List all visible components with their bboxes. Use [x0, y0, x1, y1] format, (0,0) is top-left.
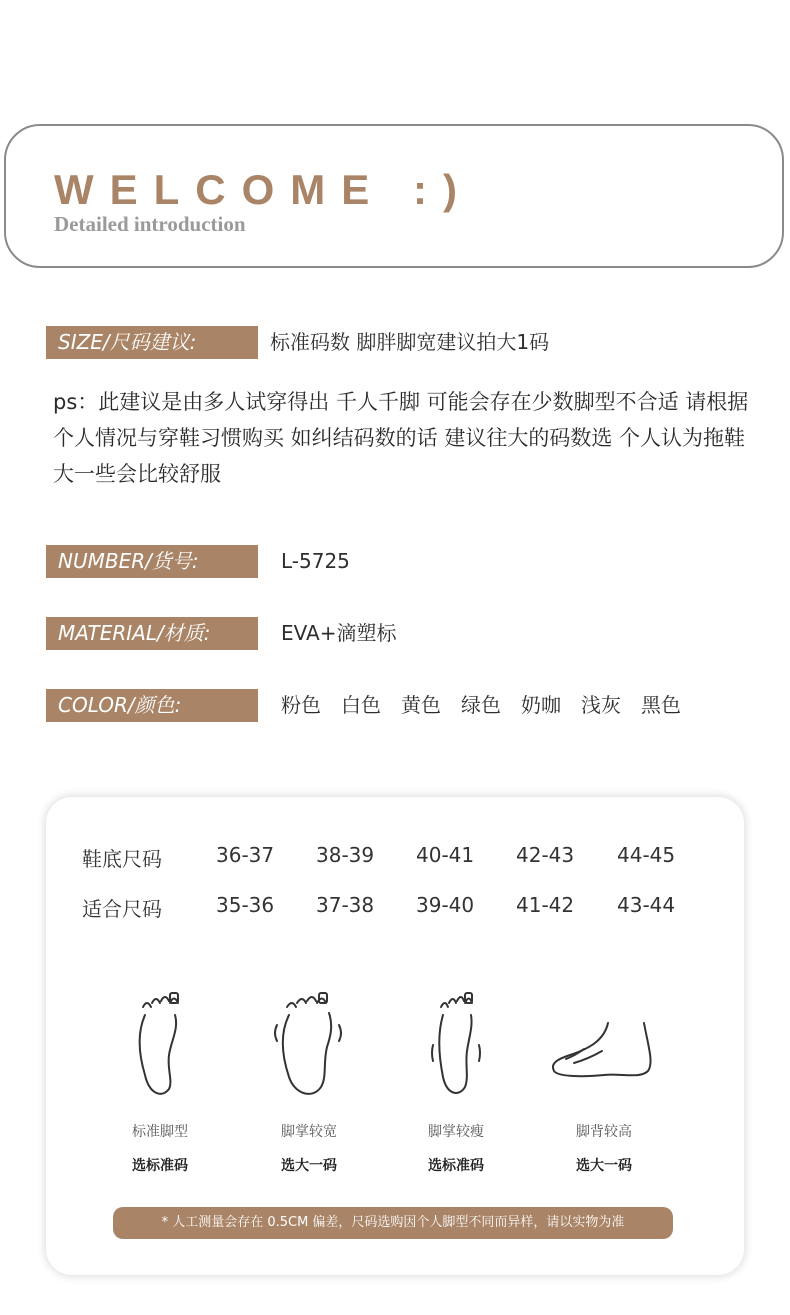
foot-type-wide — [249, 985, 369, 1175]
size-cell: 40-41 — [416, 843, 475, 867]
color-option: 白色 — [341, 693, 381, 717]
color-option: 黄色 — [401, 693, 441, 717]
material-value: EVA+滴塑标 — [281, 621, 397, 645]
size-cell: 39-40 — [416, 893, 475, 917]
size-cell: 43-44 — [617, 893, 676, 917]
measurement-note: * 人工测量会存在 0.5CM 偏差，尺码选购因个人脚型不同而异样，请以实物为准 — [113, 1207, 673, 1239]
foot-type-label: 脚掌较瘦 — [428, 1124, 484, 1140]
row-label: 适合尺码 — [82, 897, 162, 921]
wide-foot-icon — [269, 985, 349, 1101]
color-option: 奶咖 — [521, 693, 561, 717]
foot-advice: 选大一码 — [281, 1158, 337, 1174]
color-option: 绿色 — [461, 693, 501, 717]
size-cell: 37-38 — [316, 893, 375, 917]
foot-type-label: 脚背较高 — [576, 1124, 632, 1140]
color-option: 粉色 — [281, 693, 321, 717]
welcome-title: WELCOME :) — [54, 166, 473, 213]
slim-foot-icon — [421, 985, 491, 1101]
size-cell: 41-42 — [516, 893, 575, 917]
foot-type-label: 标准脚型 — [132, 1124, 188, 1140]
foot-type-slim — [396, 985, 516, 1175]
size-note: ps：此建议是由多人试穿得出 千人千脚 可能会存在少数脚型不合适 请根据个人情况与穿鞋习惯购买 如纠结码数的话 建议往大的码数选 个人认为拖鞋大一些会比较舒服 — [53, 390, 749, 486]
size-cell: 36-37 — [216, 843, 275, 867]
foot-advice: 选标准码 — [428, 1158, 484, 1174]
size-label: SIZE/尺码建议: — [46, 326, 258, 359]
size-cell: 42-43 — [516, 843, 575, 867]
foot-type-high-instep — [544, 985, 664, 1175]
size-cell: 44-45 — [617, 843, 676, 867]
color-label: COLOR/颜色: — [46, 689, 258, 722]
size-cell: 38-39 — [316, 843, 375, 867]
color-values — [281, 689, 701, 722]
welcome-subtitle: Detailed introduction — [54, 212, 246, 236]
foot-advice: 选大一码 — [576, 1158, 632, 1174]
number-value: L-5725 — [281, 549, 350, 573]
size-chart-card — [46, 797, 744, 1275]
foot-type-standard — [100, 985, 220, 1175]
material-label: MATERIAL/材质: — [46, 617, 258, 650]
color-option: 黑色 — [641, 693, 681, 717]
welcome-banner — [4, 124, 784, 268]
foot-type-label: 脚掌较宽 — [281, 1124, 337, 1140]
high-instep-foot-icon — [544, 985, 664, 1101]
size-value: 标准码数 脚胖脚宽建议拍大1码 — [270, 330, 550, 354]
foot-advice: 选标准码 — [132, 1158, 188, 1174]
color-option: 浅灰 — [581, 693, 621, 717]
size-cell: 35-36 — [216, 893, 275, 917]
number-label: NUMBER/货号: — [46, 545, 258, 578]
row-label: 鞋底尺码 — [82, 847, 162, 871]
standard-foot-icon — [125, 985, 195, 1101]
